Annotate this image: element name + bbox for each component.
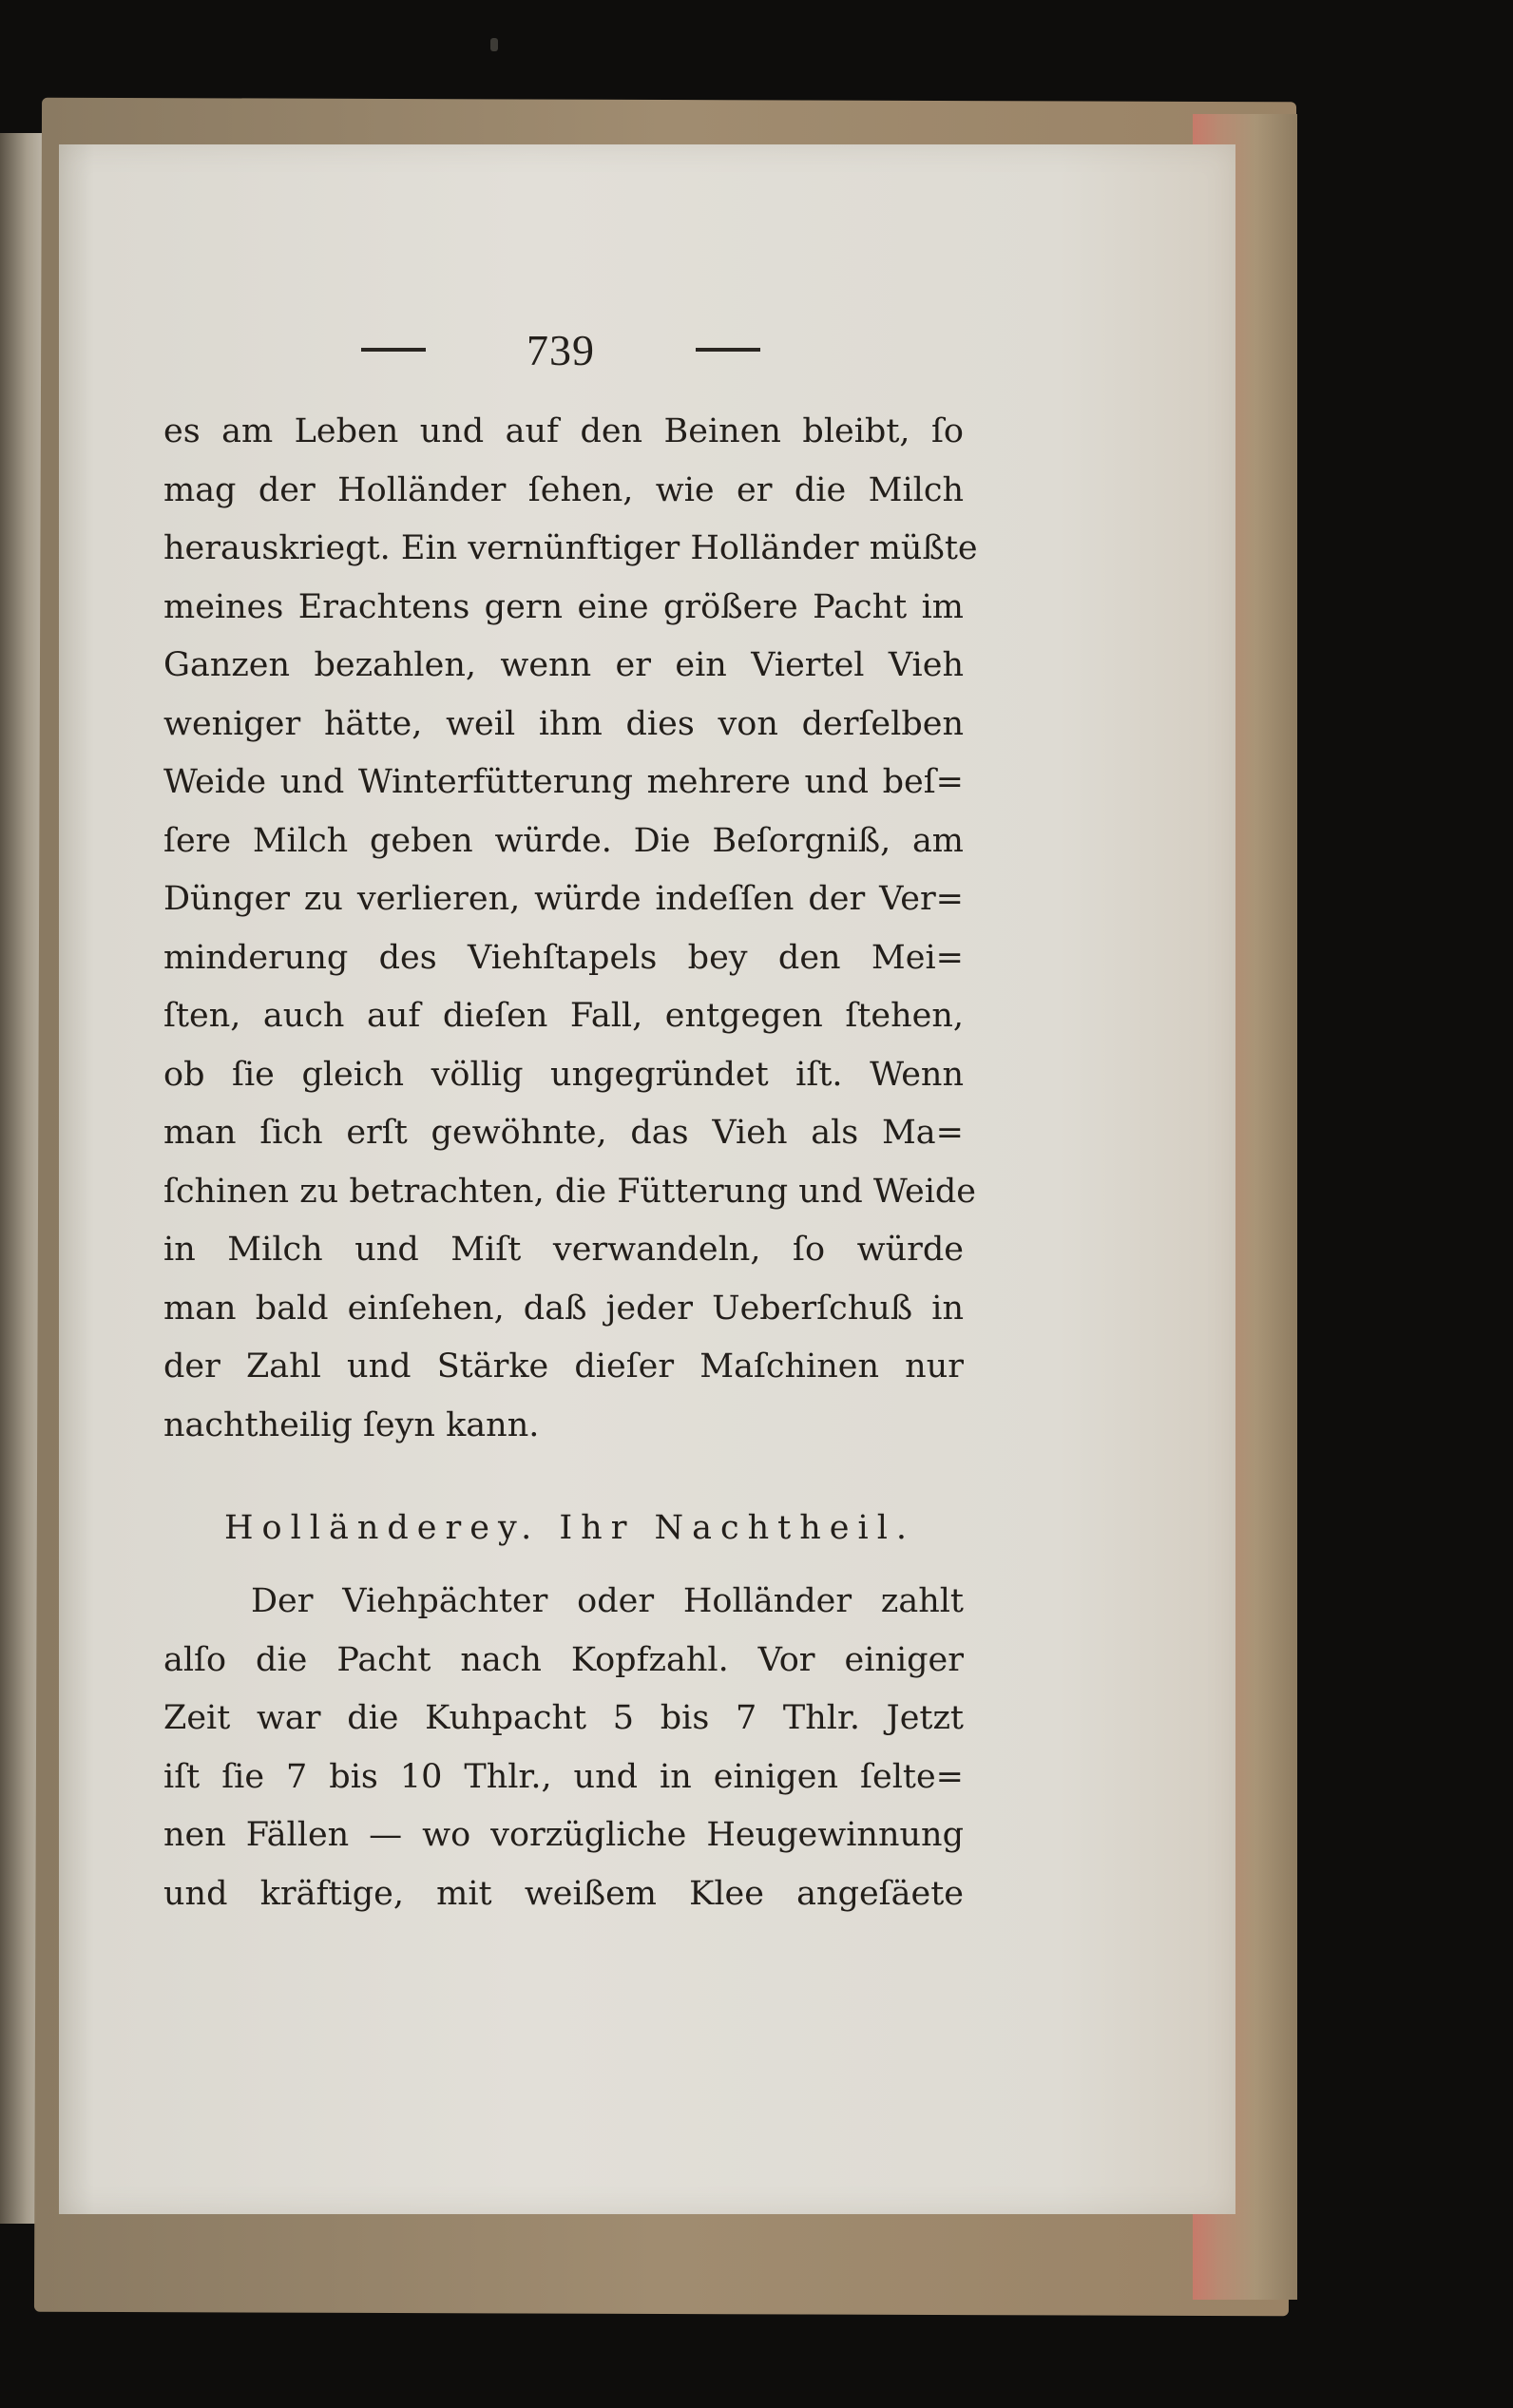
text-line: der Zahl und Stärke dieſer Maſchinen nur — [163, 1347, 964, 1386]
header-dash-right — [696, 348, 760, 352]
paragraph-2 — [163, 1573, 964, 1923]
text-line: ſten, auch auf dieſen Fall, entgegen ſtehen, — [163, 997, 964, 1035]
paragraph-1 — [163, 403, 978, 1455]
text-line: es am Leben und auf den Beinen bleibt, ſo — [163, 412, 964, 450]
text-line: Zeit war die Kuhpacht 5 bis 7 Thlr. Jetzt — [163, 1699, 964, 1737]
text-line: meines Erachtens gern eine größere Pacht im — [163, 587, 964, 626]
text-line: ob ſie gleich völlig ungegründet iſt. Wenn — [163, 1055, 964, 1094]
text-line: Weide und Winterfütterung mehrere und beſ= — [163, 763, 964, 801]
page-header — [361, 321, 760, 378]
text-line: herauskriegt. Ein vernünftiger Holländer müßte — [163, 529, 978, 567]
text-line: Ganzen bezahlen, wenn er ein Viertel Vieh — [163, 646, 964, 684]
section-heading: Holländerey. Ihr Nachtheil. — [224, 1509, 916, 1547]
page-number: 739 — [527, 325, 595, 374]
text-line: weniger hätte, weil ihm dies von derſelben — [163, 704, 964, 743]
text-line: minderung des Viehſtapels bey den Mei= — [163, 938, 964, 977]
text-line: und kräftige, mit weißem Klee angeſäete — [163, 1874, 964, 1913]
text-line: ſchinen zu betrachten, die Fütterung und Weide — [163, 1172, 977, 1211]
text-line: in Milch und Miſt verwandeln, ſo würde — [163, 1231, 964, 1269]
text-line: Der Viehpächter oder Holländer zahlt — [251, 1582, 964, 1620]
text-line: man bald einſehen, daß jeder Ueberſchuß in — [163, 1289, 964, 1328]
text-line: ſere Milch geben würde. Die Beſorgniß, am — [163, 821, 964, 860]
text-line: alſo die Pacht nach Kopfzahl. Vor einiger — [163, 1640, 964, 1679]
text-line: iſt ſie 7 bis 10 Thlr., und in einigen ſelte= — [163, 1757, 964, 1796]
text-line: mag der Holländer ſehen, wie er die Milch — [163, 470, 964, 509]
text-line: man ſich erſt gewöhnte, das Vieh als Ma= — [163, 1114, 964, 1152]
header-dash-left — [361, 348, 426, 352]
dust-speck — [490, 38, 498, 51]
text-line: nen Fällen — wo vorzügliche Heugewinnung — [163, 1816, 964, 1854]
text-line: nachtheilig ſeyn kann. — [163, 1405, 540, 1444]
text-line: Dünger zu verlieren, würde indeſſen der Ver= — [163, 880, 964, 918]
